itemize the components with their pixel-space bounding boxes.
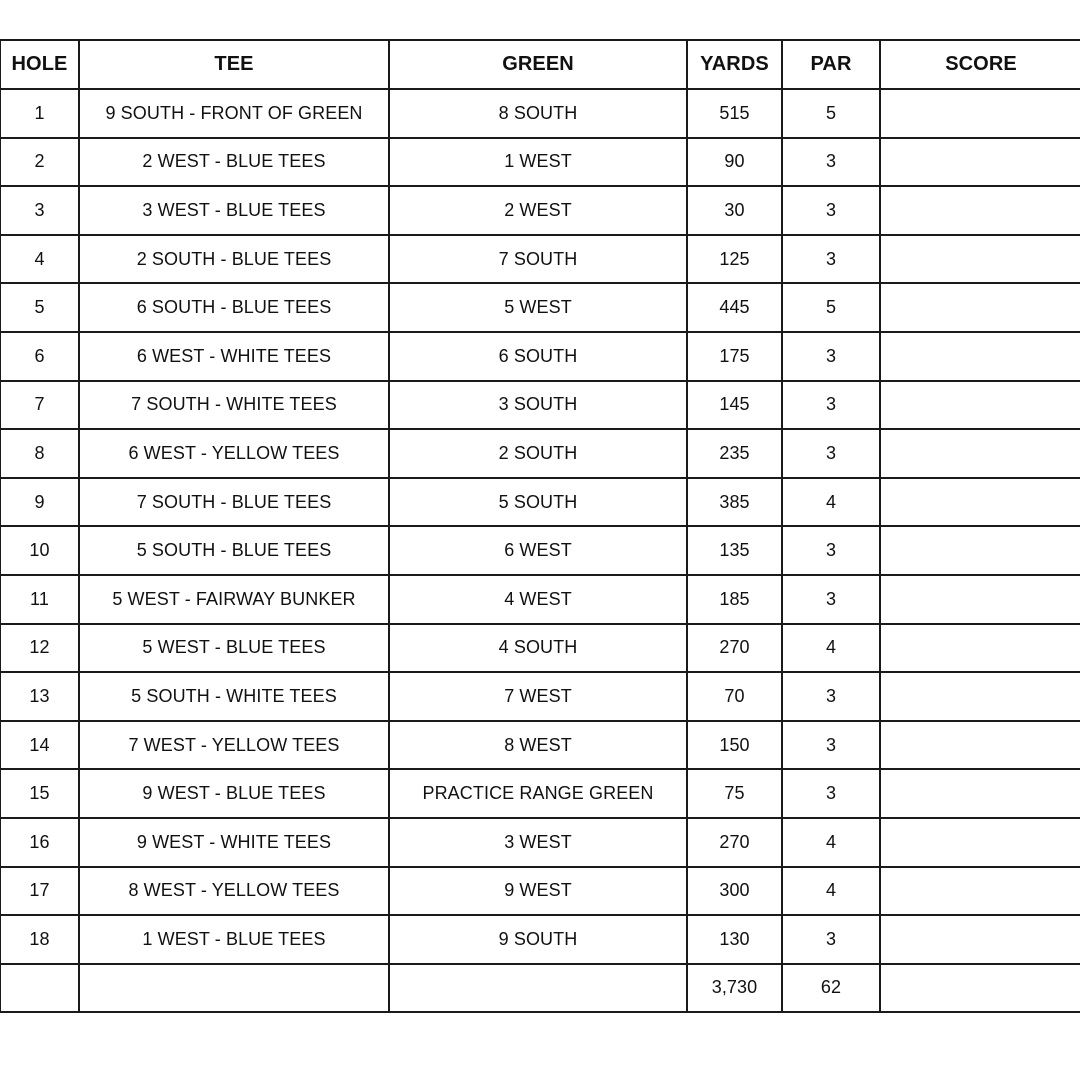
yards-cell: 270 xyxy=(687,818,782,867)
hole-number-cell: 1 xyxy=(0,89,79,138)
header-yards: YARDS xyxy=(687,40,782,89)
table-row xyxy=(0,381,1080,430)
yards-cell: 270 xyxy=(687,624,782,673)
table-row xyxy=(0,721,1080,770)
green-cell: 8 WEST xyxy=(389,721,687,770)
yards-cell: 145 xyxy=(687,381,782,430)
table-row xyxy=(0,624,1080,673)
yards-cell: 90 xyxy=(687,138,782,187)
tee-cell: 8 WEST - YELLOW TEES xyxy=(79,867,389,916)
hole-number-cell: 6 xyxy=(0,332,79,381)
header-par: PAR xyxy=(782,40,880,89)
hole-number-cell: 7 xyxy=(0,381,79,430)
yards-cell: 185 xyxy=(687,575,782,624)
yards-cell: 30 xyxy=(687,186,782,235)
yards-cell: 150 xyxy=(687,721,782,770)
yards-cell: 300 xyxy=(687,867,782,916)
hole-number-cell: 16 xyxy=(0,818,79,867)
green-cell: 7 WEST xyxy=(389,672,687,721)
score-cell[interactable] xyxy=(880,186,1080,235)
tee-cell: 6 WEST - YELLOW TEES xyxy=(79,429,389,478)
score-cell[interactable] xyxy=(880,138,1080,187)
table-row xyxy=(0,332,1080,381)
par-cell: 4 xyxy=(782,818,880,867)
par-cell: 5 xyxy=(782,283,880,332)
tee-cell: 1 WEST - BLUE TEES xyxy=(79,915,389,964)
total-par: 62 xyxy=(782,964,880,1013)
green-cell: 3 WEST xyxy=(389,818,687,867)
green-cell: 4 WEST xyxy=(389,575,687,624)
green-cell: 6 WEST xyxy=(389,526,687,575)
score-cell[interactable] xyxy=(880,381,1080,430)
score-cell[interactable] xyxy=(880,283,1080,332)
tee-cell: 7 SOUTH - BLUE TEES xyxy=(79,478,389,527)
scorecard-body xyxy=(0,89,1080,964)
yards-cell: 515 xyxy=(687,89,782,138)
yards-cell: 125 xyxy=(687,235,782,284)
green-cell: 6 SOUTH xyxy=(389,332,687,381)
par-cell: 3 xyxy=(782,721,880,770)
totals-tee-cell xyxy=(79,964,389,1013)
par-cell: 3 xyxy=(782,381,880,430)
score-cell[interactable] xyxy=(880,769,1080,818)
table-row xyxy=(0,575,1080,624)
yards-cell: 130 xyxy=(687,915,782,964)
score-cell[interactable] xyxy=(880,478,1080,527)
par-cell: 3 xyxy=(782,672,880,721)
tee-cell: 5 SOUTH - BLUE TEES xyxy=(79,526,389,575)
par-cell: 3 xyxy=(782,429,880,478)
par-cell: 3 xyxy=(782,186,880,235)
hole-number-cell: 13 xyxy=(0,672,79,721)
table-row xyxy=(0,915,1080,964)
header-score: SCORE xyxy=(880,40,1080,89)
hole-number-cell: 9 xyxy=(0,478,79,527)
table-row xyxy=(0,867,1080,916)
table-row xyxy=(0,138,1080,187)
totals-green-cell xyxy=(389,964,687,1013)
green-cell: 4 SOUTH xyxy=(389,624,687,673)
hole-number-cell: 4 xyxy=(0,235,79,284)
table-row xyxy=(0,818,1080,867)
hole-number-cell: 14 xyxy=(0,721,79,770)
table-row xyxy=(0,526,1080,575)
tee-cell: 5 WEST - FAIRWAY BUNKER xyxy=(79,575,389,624)
score-cell[interactable] xyxy=(880,672,1080,721)
yards-cell: 70 xyxy=(687,672,782,721)
par-cell: 4 xyxy=(782,624,880,673)
tee-cell: 3 WEST - BLUE TEES xyxy=(79,186,389,235)
hole-number-cell: 11 xyxy=(0,575,79,624)
total-score-cell[interactable] xyxy=(880,964,1080,1013)
tee-cell: 6 WEST - WHITE TEES xyxy=(79,332,389,381)
table-row xyxy=(0,769,1080,818)
green-cell: 1 WEST xyxy=(389,138,687,187)
par-cell: 3 xyxy=(782,332,880,381)
score-cell[interactable] xyxy=(880,235,1080,284)
score-cell[interactable] xyxy=(880,721,1080,770)
score-cell[interactable] xyxy=(880,575,1080,624)
table-row xyxy=(0,186,1080,235)
par-cell: 4 xyxy=(782,478,880,527)
header-hole: HOLE xyxy=(0,40,79,89)
score-cell[interactable] xyxy=(880,867,1080,916)
green-cell: PRACTICE RANGE GREEN xyxy=(389,769,687,818)
tee-cell: 9 WEST - BLUE TEES xyxy=(79,769,389,818)
par-cell: 3 xyxy=(782,575,880,624)
total-yards: 3,730 xyxy=(687,964,782,1013)
hole-number-cell: 18 xyxy=(0,915,79,964)
green-cell: 3 SOUTH xyxy=(389,381,687,430)
yards-cell: 135 xyxy=(687,526,782,575)
par-cell: 3 xyxy=(782,526,880,575)
green-cell: 9 SOUTH xyxy=(389,915,687,964)
yards-cell: 385 xyxy=(687,478,782,527)
table-row xyxy=(0,672,1080,721)
score-cell[interactable] xyxy=(880,526,1080,575)
score-cell[interactable] xyxy=(880,624,1080,673)
green-cell: 8 SOUTH xyxy=(389,89,687,138)
green-cell: 2 WEST xyxy=(389,186,687,235)
hole-number-cell: 17 xyxy=(0,867,79,916)
tee-cell: 7 SOUTH - WHITE TEES xyxy=(79,381,389,430)
hole-number-cell: 15 xyxy=(0,769,79,818)
tee-cell: 2 WEST - BLUE TEES xyxy=(79,138,389,187)
green-cell: 5 SOUTH xyxy=(389,478,687,527)
par-cell: 3 xyxy=(782,769,880,818)
header-row xyxy=(0,40,1080,89)
green-cell: 5 WEST xyxy=(389,283,687,332)
yards-cell: 235 xyxy=(687,429,782,478)
table-row xyxy=(0,235,1080,284)
yards-cell: 75 xyxy=(687,769,782,818)
green-cell: 7 SOUTH xyxy=(389,235,687,284)
par-cell: 3 xyxy=(782,138,880,187)
score-cell[interactable] xyxy=(880,332,1080,381)
hole-number-cell: 8 xyxy=(0,429,79,478)
tee-cell: 5 SOUTH - WHITE TEES xyxy=(79,672,389,721)
par-cell: 4 xyxy=(782,867,880,916)
score-cell[interactable] xyxy=(880,915,1080,964)
yards-cell: 175 xyxy=(687,332,782,381)
scorecard-table xyxy=(0,39,1080,1013)
header-green: GREEN xyxy=(389,40,687,89)
par-cell: 3 xyxy=(782,235,880,284)
green-cell: 9 WEST xyxy=(389,867,687,916)
table-row xyxy=(0,429,1080,478)
tee-cell: 9 WEST - WHITE TEES xyxy=(79,818,389,867)
hole-number-cell: 12 xyxy=(0,624,79,673)
table-row xyxy=(0,283,1080,332)
hole-number-cell: 3 xyxy=(0,186,79,235)
tee-cell: 2 SOUTH - BLUE TEES xyxy=(79,235,389,284)
green-cell: 2 SOUTH xyxy=(389,429,687,478)
hole-number-cell: 5 xyxy=(0,283,79,332)
totals-row xyxy=(0,964,1080,1013)
totals-hole-cell xyxy=(0,964,79,1013)
tee-cell: 9 SOUTH - FRONT OF GREEN xyxy=(79,89,389,138)
header-tee: TEE xyxy=(79,40,389,89)
score-cell[interactable] xyxy=(880,429,1080,478)
yards-cell: 445 xyxy=(687,283,782,332)
tee-cell: 7 WEST - YELLOW TEES xyxy=(79,721,389,770)
tee-cell: 5 WEST - BLUE TEES xyxy=(79,624,389,673)
hole-number-cell: 10 xyxy=(0,526,79,575)
table-row xyxy=(0,89,1080,138)
hole-number-cell: 2 xyxy=(0,138,79,187)
par-cell: 3 xyxy=(782,915,880,964)
par-cell: 5 xyxy=(782,89,880,138)
score-cell[interactable] xyxy=(880,818,1080,867)
tee-cell: 6 SOUTH - BLUE TEES xyxy=(79,283,389,332)
score-cell[interactable] xyxy=(880,89,1080,138)
scorecard-sheet xyxy=(0,39,1080,1013)
table-row xyxy=(0,478,1080,527)
